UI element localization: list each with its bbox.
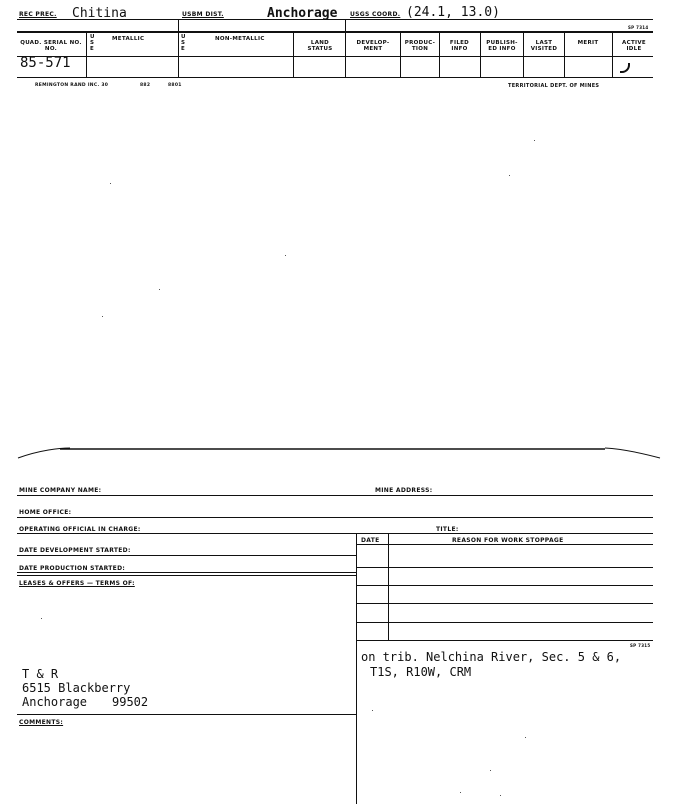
top-rule-3: [17, 56, 653, 57]
mine-address-label: MINE ADDRESS:: [375, 487, 433, 494]
scan-speck: [159, 289, 160, 290]
address-line-3-zip: 99502: [112, 695, 149, 709]
comments-label: COMMENTS:: [19, 719, 64, 726]
top-col-div: [523, 31, 524, 77]
address-line-1: T & R: [22, 667, 59, 681]
rule-stoppage: [356, 567, 653, 568]
col-filed-info: FILED INFO: [449, 40, 470, 52]
rule-comments: [17, 714, 356, 715]
top-col-div: [293, 31, 294, 77]
top-col-div: [345, 19, 346, 77]
rule-company: [17, 495, 653, 496]
col-development: DEVELOP- MENT: [356, 40, 390, 52]
top-col-div: [480, 31, 481, 77]
top-rule-1: [17, 19, 653, 20]
col-published-info: PUBLISH- ED INFO: [486, 40, 518, 52]
scan-speck: [534, 140, 535, 141]
col-quad-serial: QUAD. SERIAL NO. NO.: [20, 40, 82, 52]
scan-speck: [110, 183, 111, 184]
location-line-2: T1S, R10W, CRM: [370, 665, 472, 679]
rule-dev: [17, 555, 356, 556]
address-line-3-city: Anchorage: [22, 695, 88, 709]
top-col-div: [86, 31, 87, 77]
top-col-div: [564, 31, 565, 77]
top-col-div: [439, 31, 440, 77]
top-form-number: SP 7314: [628, 25, 649, 30]
rule-prod: [17, 572, 356, 573]
col-land-status: LAND STATUS: [307, 40, 333, 52]
quad-serial-value: 85-571: [20, 55, 71, 71]
col-use-nonmetallic: U S E: [181, 34, 186, 52]
rec-prec-label: REC PREC.: [19, 11, 57, 18]
col-production: PRODUC- TION: [404, 40, 436, 52]
scan-speck: [372, 710, 373, 711]
date-production-label: DATE PRODUCTION STARTED:: [19, 565, 126, 572]
top-rule-2: [17, 31, 653, 33]
active-idle-mark: [620, 63, 630, 73]
scan-speck: [525, 737, 526, 738]
rec-prec-value: Chitina: [72, 6, 127, 21]
date-development-label: DATE DEVELOPMENT STARTED:: [19, 547, 131, 554]
home-office-label: HOME OFFICE:: [19, 509, 72, 516]
rule-stoppage: [356, 603, 653, 604]
scan-speck: [102, 316, 103, 317]
top-footer-left: REMINGTON RAND INC. 30: [35, 83, 109, 88]
scan-speck: [460, 792, 461, 793]
usbm-dist-value: Anchorage: [267, 6, 338, 21]
usgs-coord-value: (24.1, 13.0): [406, 5, 500, 20]
rule-stoppage: [356, 640, 653, 641]
top-col-div: [178, 19, 179, 77]
col-last-visited: LAST VISITED: [530, 40, 558, 52]
rule-stoppage-header: [356, 544, 653, 545]
usgs-coord-label: USGS COORD.: [350, 11, 401, 18]
date-col-divider: [388, 533, 389, 640]
date-header: DATE: [361, 537, 380, 544]
bottom-index-card: [0, 440, 678, 804]
card-top-edge: [0, 440, 678, 460]
top-index-card: [0, 0, 678, 95]
leases-label: LEASES & OFFERS — TERMS OF:: [19, 580, 135, 587]
col-merit: MERIT: [577, 40, 599, 46]
mine-company-name-label: MINE COMPANY NAME:: [19, 487, 102, 494]
top-footer-right: TERRITORIAL DEPT. OF MINES: [508, 83, 600, 89]
address-line-2: 6515 Blackberry: [22, 681, 131, 695]
rule-stoppage: [356, 622, 653, 623]
col-active-idle: ACTIVE IDLE: [622, 40, 646, 52]
top-col-div: [400, 31, 401, 77]
rule-official: [17, 533, 653, 534]
usbm-dist-label: USBM DIST.: [182, 11, 224, 18]
rule-home-office: [17, 517, 653, 518]
reason-header: REASON FOR WORK STOPPAGE: [452, 537, 564, 544]
stoppage-left-border: [356, 533, 357, 804]
scan-speck: [490, 770, 491, 771]
top-col-div: [612, 31, 613, 77]
top-footer-code2: 8801: [168, 83, 182, 88]
col-use-metallic: U S E: [90, 34, 95, 52]
col-non-metallic: NON-METALLIC: [215, 36, 265, 42]
rule-stoppage: [356, 585, 653, 586]
operating-official-label: OPERATING OFFICIAL IN CHARGE:: [19, 526, 141, 533]
rule-prod2: [17, 575, 356, 576]
scan-speck: [500, 795, 501, 796]
scan-speck: [285, 255, 286, 256]
bottom-form-number: SP 7315: [630, 643, 651, 648]
top-footer-code1: 882: [140, 83, 151, 88]
location-line-1: on trib. Nelchina River, Sec. 5 & 6,: [361, 650, 622, 664]
top-rule-4: [17, 77, 653, 78]
scan-speck: [509, 175, 510, 176]
col-metallic: METALLIC: [112, 36, 145, 42]
title-label: TITLE:: [436, 526, 459, 533]
